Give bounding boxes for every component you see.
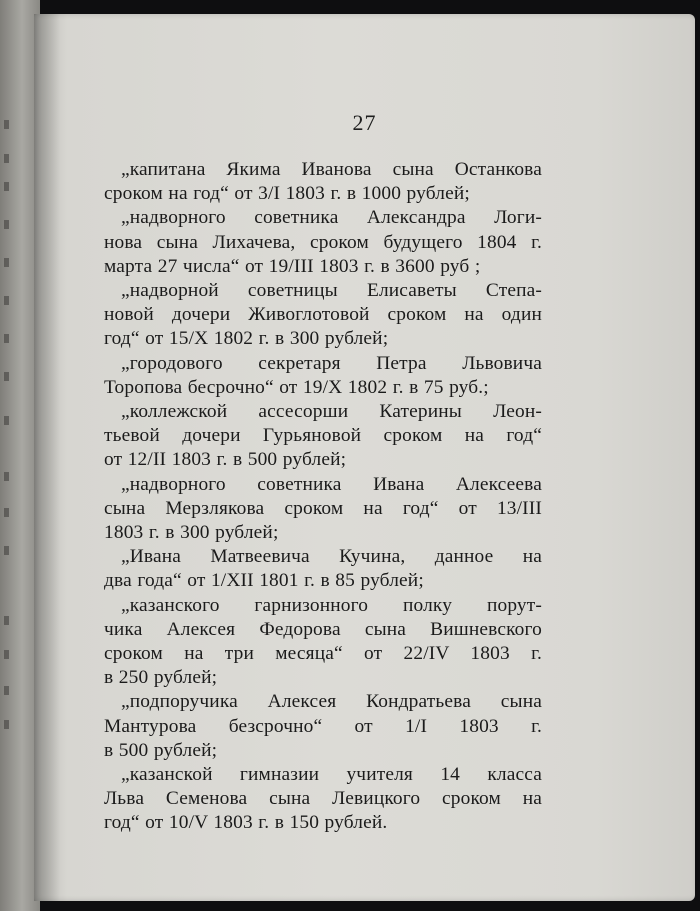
text-line: „Ивана Матвеевича Кучина, данное на: [121, 546, 542, 568]
text-line: „надворного советника Ивана Алексеева: [121, 473, 542, 495]
book-page: [34, 14, 695, 901]
list-item: [104, 206, 542, 279]
list-item: [104, 594, 542, 691]
list-item: [104, 473, 542, 546]
page-text: [104, 158, 542, 836]
list-item: [104, 763, 542, 836]
gutter-shadow: [34, 14, 60, 901]
text-line: „надворного советника Александра Логи-: [121, 207, 542, 229]
text-line: марта 27 числа“ от 19/III 1803 г. в 3600 руб ;: [104, 255, 481, 277]
text-line: нова сына Лихачева, сроком будущего 1804 г.: [104, 231, 542, 253]
text-line: „подпоручика Алексея Кондратьева сына: [121, 691, 542, 713]
text-line: Льва Семенова сына Левицкого сроком на: [104, 788, 542, 810]
list-item: [104, 400, 542, 473]
text-line: в 500 рублей;: [104, 739, 218, 761]
text-line: новой дочери Живоглотовой сроком на один: [104, 304, 542, 326]
text-line: Торопова бесрочно“ от 19/X 1802 г. в 75 руб.;: [104, 376, 489, 398]
page-number: 27: [352, 110, 377, 135]
list-item: [104, 279, 542, 352]
text-line: тьевой дочери Гурьяновой сроком на год“: [104, 425, 542, 447]
adjacent-page-marks: [4, 120, 14, 760]
text-line: „капитана Якима Иванова сына Останкова: [121, 159, 542, 180]
text-line: чика Алексея Федорова сына Вишневского: [104, 618, 542, 640]
list-item: [104, 545, 542, 593]
text-line: „казанского гарнизонного полку порут-: [121, 594, 542, 616]
text-line: в 250 рублей;: [104, 667, 218, 689]
text-line: сына Мерзлякова сроком на год“ от 13/III: [104, 497, 542, 519]
text-line: Мантурова безсрочно“ от 1/I 1803 г.: [104, 715, 542, 737]
text-line: „коллежской ассесорши Катерины Леон-: [121, 401, 542, 423]
text-line: „городового секретаря Петра Львовича: [121, 352, 542, 374]
list-item: [104, 690, 542, 763]
text-line: от 12/II 1803 г. в 500 рублей;: [104, 449, 347, 471]
list-item: [104, 158, 542, 206]
text-line: два года“ от 1/XII 1801 г. в 85 рублей;: [104, 570, 424, 592]
list-item: [104, 352, 542, 400]
text-line: сроком на год“ от 3/I 1803 г. в 1000 рублей;: [104, 183, 470, 205]
text-line: год“ от 10/V 1803 г. в 150 рублей.: [104, 812, 388, 834]
text-line: „надворной советницы Елисаветы Степа-: [121, 280, 542, 302]
text-line: сроком на три месяца“ от 22/IV 1803 г.: [104, 643, 542, 665]
text-line: год“ от 15/X 1802 г. в 300 рублей;: [104, 328, 389, 350]
text-line: „казанской гимназии учителя 14 класса: [121, 764, 542, 786]
text-line: 1803 г. в 300 рублей;: [104, 522, 279, 544]
